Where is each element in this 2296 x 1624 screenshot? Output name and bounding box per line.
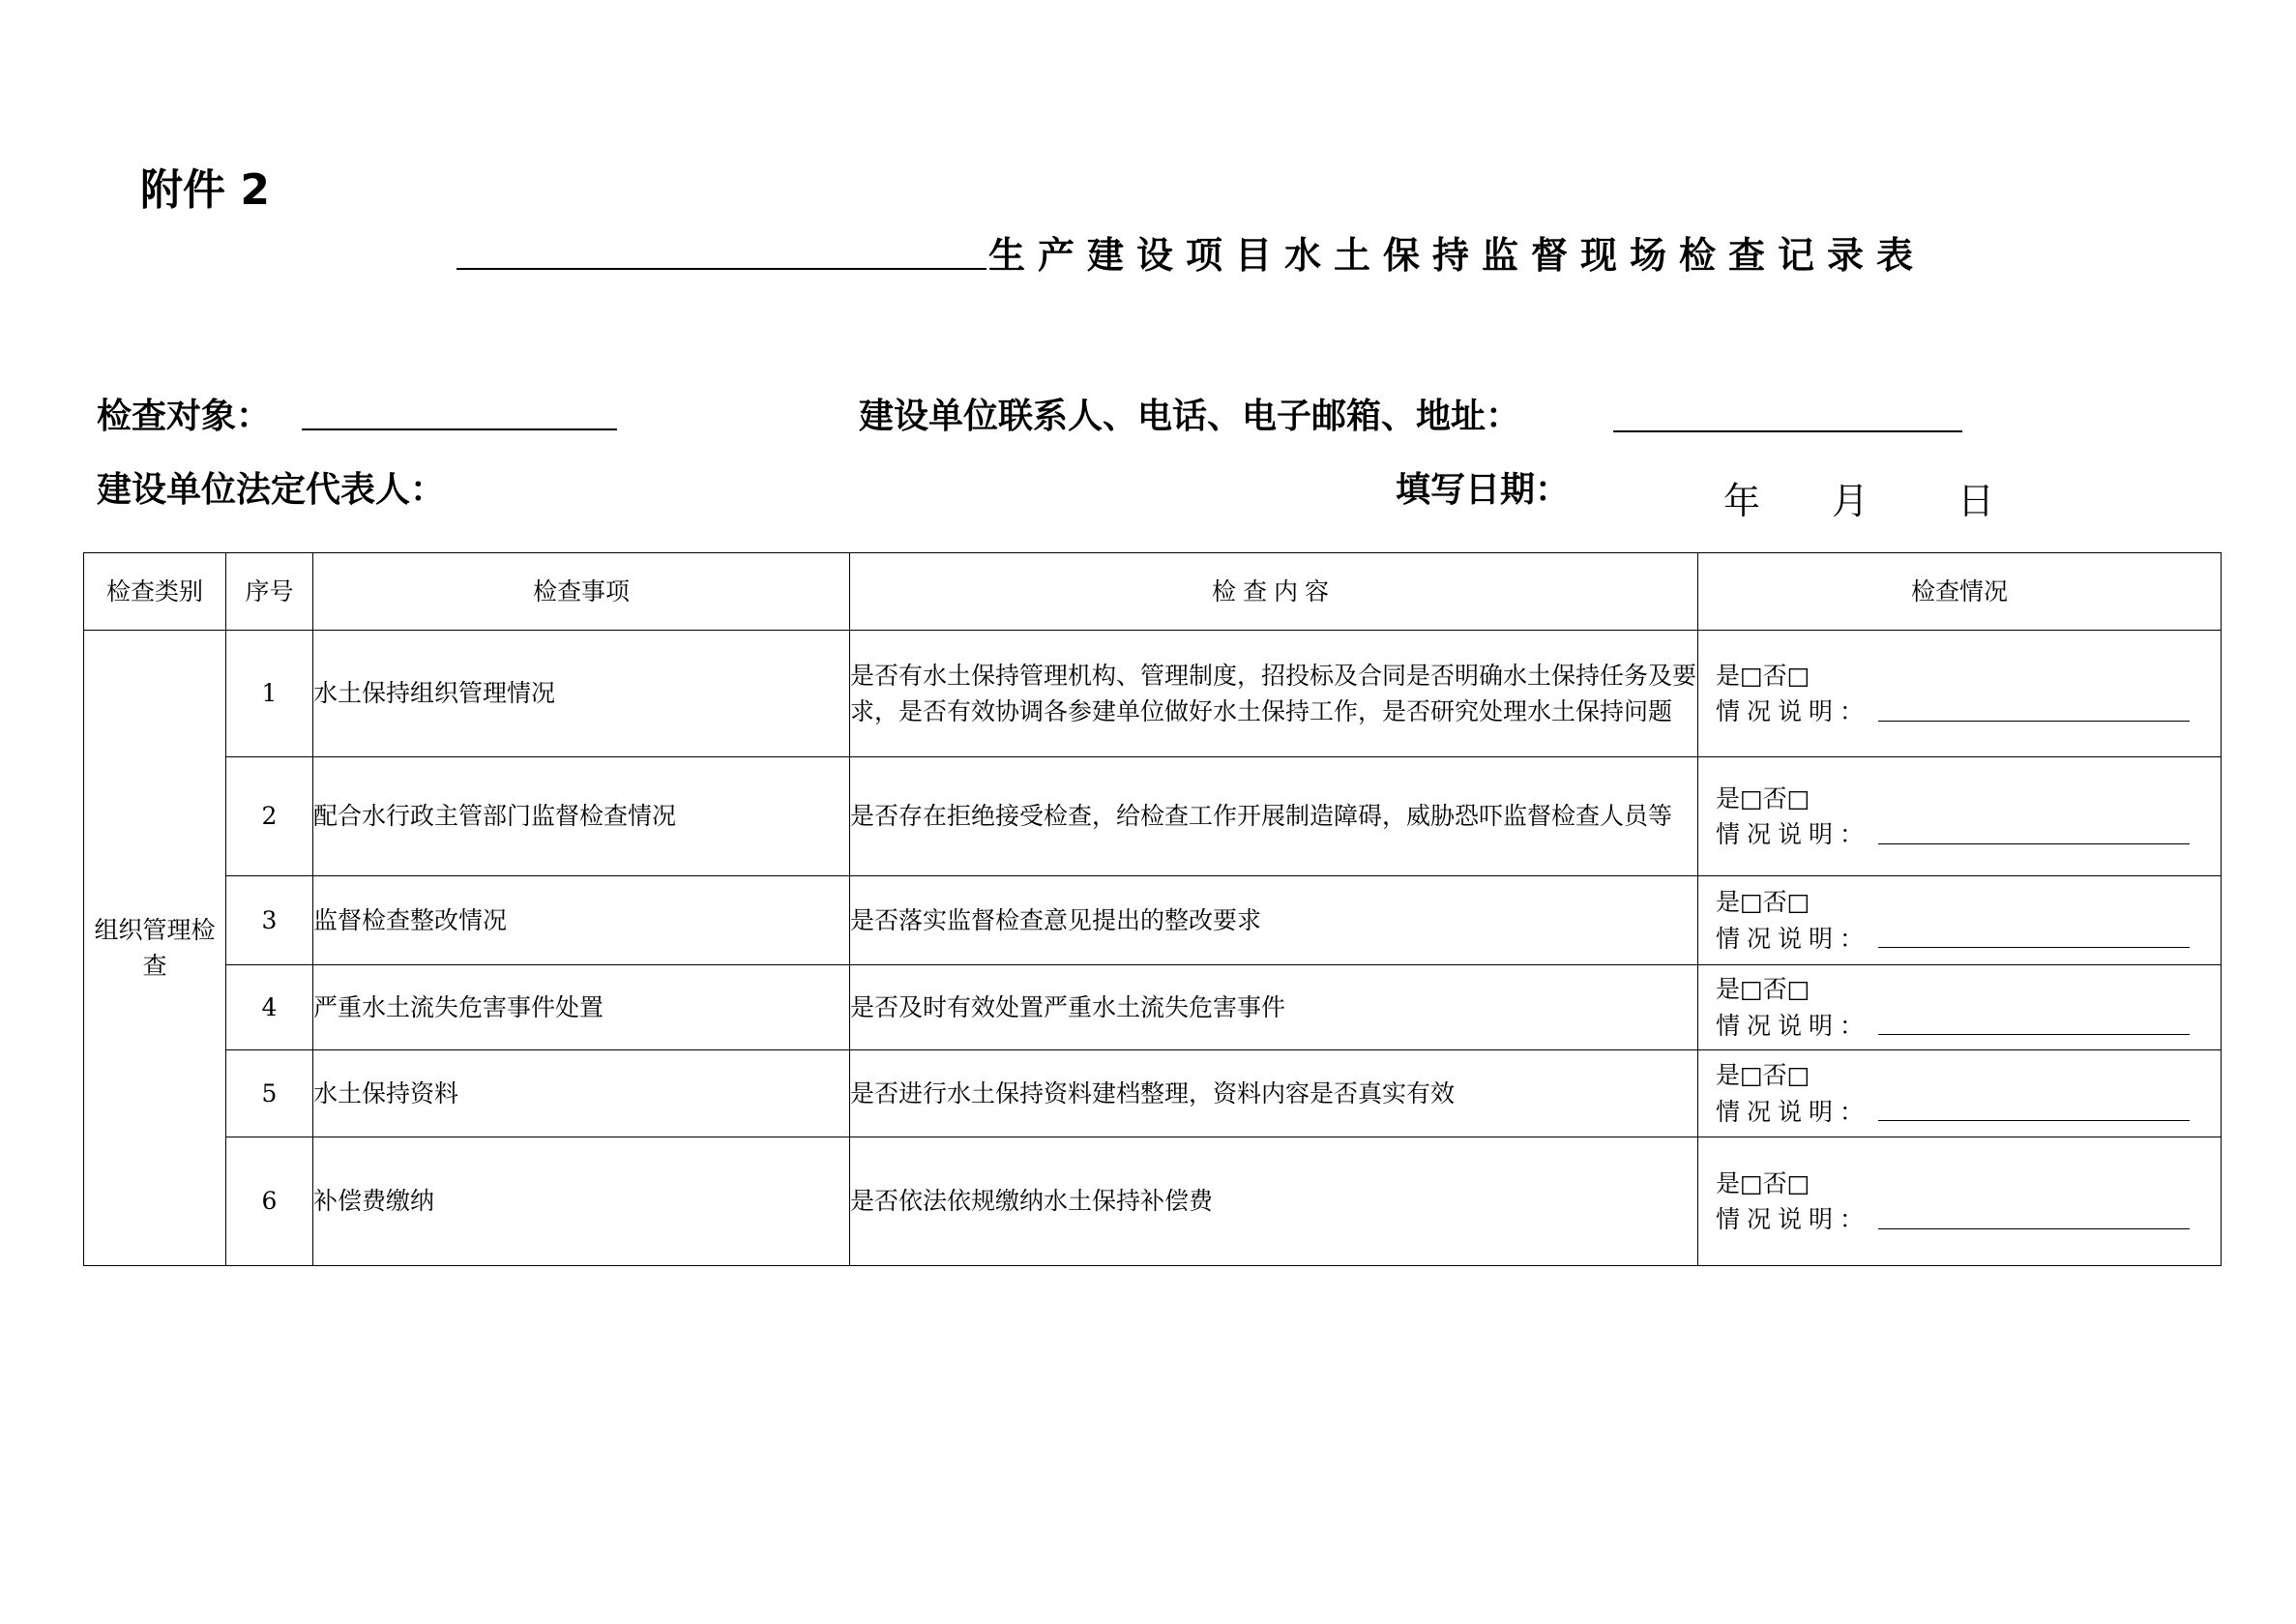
row-status[interactable] <box>1698 757 2222 876</box>
legal-rep-label: 建设单位法定代表人： <box>97 470 446 510</box>
row-item: 配合水行政主管部门监督检查情况 <box>313 757 850 876</box>
yes-no-checkboxes[interactable]: 是□否□ <box>1716 783 1810 812</box>
explain-label: 情况说明： <box>1716 1097 1871 1126</box>
row-item: 水土保持组织管理情况 <box>313 631 850 757</box>
explain-blank[interactable] <box>1878 1120 2190 1121</box>
row-status[interactable] <box>1698 965 2222 1050</box>
explain-label: 情况说明： <box>1716 1011 1871 1040</box>
date-label: 填写日期： <box>1396 470 1571 510</box>
col-header-number: 序号 <box>226 553 313 631</box>
date-day: 日 <box>1957 480 1995 522</box>
category-cell: 组织管理检查 <box>84 631 226 1266</box>
yes-no-checkboxes[interactable]: 是□否□ <box>1716 1061 1810 1089</box>
row-content: 是否及时有效处置严重水土流失危害事件 <box>850 965 1698 1050</box>
row-number: 1 <box>226 631 313 757</box>
row-number: 5 <box>226 1050 313 1137</box>
attachment-label: 附件 2 <box>140 165 270 215</box>
table-header-row <box>84 553 2222 631</box>
explain-blank[interactable] <box>1878 1228 2190 1229</box>
row-item: 水土保持资料 <box>313 1050 850 1137</box>
col-header-content: 检查内容 <box>850 553 1698 631</box>
col-header-status: 检查情况 <box>1698 553 2222 631</box>
yes-no-checkboxes[interactable]: 是□否□ <box>1716 975 1810 1003</box>
row-content: 是否存在拒绝接受检查，给检查工作开展制造障碍，威胁恐吓监督检查人员等 <box>850 757 1698 876</box>
inspect-target-blank[interactable] <box>302 428 617 430</box>
explain-label: 情况说明： <box>1716 820 1871 848</box>
row-item: 监督检查整改情况 <box>313 876 850 965</box>
col-header-item: 检查事项 <box>313 553 850 631</box>
row-status[interactable] <box>1698 1050 2222 1137</box>
yes-no-checkboxes[interactable]: 是□否□ <box>1716 1168 1810 1197</box>
table-row <box>84 876 2222 965</box>
table-row <box>84 757 2222 876</box>
row-number: 4 <box>226 965 313 1050</box>
date-month: 月 <box>1832 480 1869 522</box>
explain-blank[interactable] <box>1878 1034 2190 1035</box>
row-item: 严重水土流失危害事件处置 <box>313 965 850 1050</box>
explain-label: 情况说明： <box>1716 697 1871 725</box>
inspection-table <box>83 552 2222 1266</box>
row-status[interactable] <box>1698 631 2222 757</box>
row-status[interactable] <box>1698 876 2222 965</box>
explain-label: 情况说明： <box>1716 1205 1871 1233</box>
row-item: 补偿费缴纳 <box>313 1137 850 1266</box>
explain-blank[interactable] <box>1878 947 2190 948</box>
inspect-target-label: 检查对象： <box>97 397 272 436</box>
table-row <box>84 965 2222 1050</box>
form-title: 生产建设项目水土保持监督现场检查记录表 <box>988 234 1927 277</box>
row-content: 是否落实监督检查意见提出的整改要求 <box>850 876 1698 965</box>
row-content: 是否有水土保持管理机构、管理制度，招投标及合同是否明确水土保持任务及要求，是否有效协调各参建单位做好水土保持工作，是否研究处理水土保持问题 <box>850 631 1698 757</box>
col-header-category: 检查类别 <box>84 553 226 631</box>
row-number: 2 <box>226 757 313 876</box>
explain-blank[interactable] <box>1878 721 2190 722</box>
table-row <box>84 1050 2222 1137</box>
explain-label: 情况说明： <box>1716 924 1871 953</box>
row-content: 是否依法依规缴纳水土保持补偿费 <box>850 1137 1698 1266</box>
contact-label: 建设单位联系人、电话、电子邮箱、地址： <box>859 397 1521 436</box>
title-project-name-blank[interactable] <box>456 268 986 270</box>
contact-blank[interactable] <box>1613 430 1962 432</box>
yes-no-checkboxes[interactable]: 是□否□ <box>1716 661 1810 690</box>
explain-blank[interactable] <box>1878 843 2190 844</box>
date-year: 年 <box>1723 480 1761 522</box>
row-number: 3 <box>226 876 313 965</box>
row-status[interactable] <box>1698 1137 2222 1266</box>
table-row <box>84 631 2222 757</box>
yes-no-checkboxes[interactable]: 是□否□ <box>1716 888 1810 916</box>
row-number: 6 <box>226 1137 313 1266</box>
row-content: 是否进行水土保持资料建档整理，资料内容是否真实有效 <box>850 1050 1698 1137</box>
table-row <box>84 1137 2222 1266</box>
